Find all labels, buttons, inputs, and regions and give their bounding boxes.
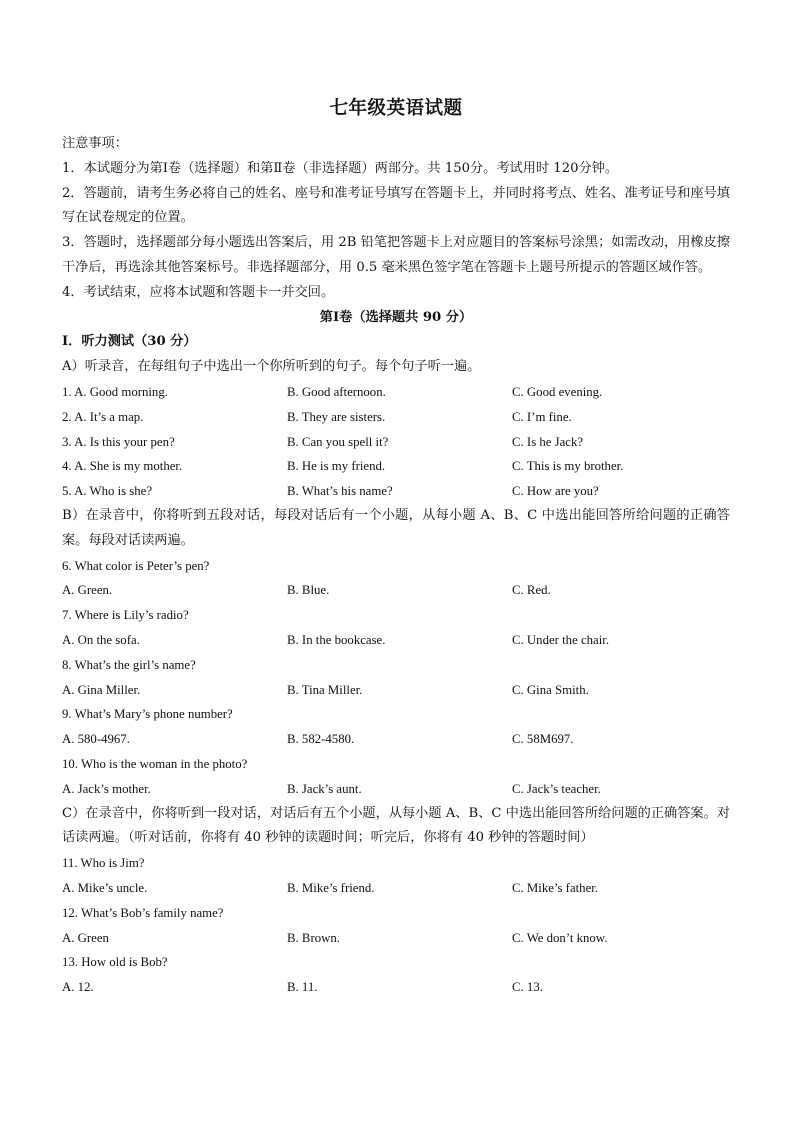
option-c: C. This is my brother. [512,459,624,474]
question-8: 8. What’s the girl’s name? [62,657,196,672]
option-a: A. Green. [62,583,113,598]
question-9: 9. What’s Mary’s phone number? [62,707,233,722]
question-11: 11. Who is Jim? [62,856,145,871]
option-b: B. What’s his name? [287,484,393,499]
option-b: B. Mike’s friend. [287,880,375,895]
option-b: B. In the bookcase. [287,632,386,647]
question-9-options [62,727,730,752]
option-b: B. They are sisters. [287,409,386,424]
question-row-5 [62,479,730,504]
option-c: C. Is he Jack? [512,434,584,449]
option-a: 3. A. Is this your pen? [62,434,175,449]
question-row-3 [62,430,730,455]
option-c: C. Gina Smith. [512,682,589,697]
question-row-1 [62,380,730,405]
note-item-1: 1．本试题分为第Ⅰ卷（选择题）和第Ⅱ卷（非选择题）两部分。共 150分。考试用时 120分钟。 [62,160,619,176]
question-13-options [62,975,730,1000]
option-a: A. On the sofa. [62,632,140,647]
question-10: 10. Who is the woman in the photo? [62,756,248,771]
question-11-options [62,876,730,901]
option-a: 1. A. Good morning. [62,384,168,399]
part-title: 第Ⅰ卷（选择题共 90 分） [319,309,473,325]
question-12: 12. What’s Bob’s family name? [62,905,224,920]
section-b-instruction: B）在录音中，你将听到五段对话，每段对话后有一个小题，从每小题 A、B、C 中选出能回答所给问题的正确答案。每段对话读两遍。 [62,507,730,548]
section-title: Ⅰ．听力测试（30 分） [62,334,197,350]
option-c: C. We don’t know. [512,930,608,945]
option-b: B. He is my friend. [287,459,386,474]
option-a: 2. A. It’s a map. [62,409,144,424]
notes-heading: 注意事项： [62,136,128,151]
option-c: C. 13. [512,980,543,995]
note-item-3: 3．答题时，选择题部分每小题选出答案后，用 2B 铅笔把答题卡上对应题目的答案标号涂黑；如需改动，用橡皮擦干净后，再选涂其他答案标号。非选择题部分，用 0.5 毫米黑色签字笔在答题卡上题号所提示的答题区域作答。 [62,235,730,275]
option-a: A. 12. [62,980,94,995]
option-b: B. Can you spell it? [287,434,389,449]
option-c: C. 58M697. [512,732,574,747]
option-a: 5. A. Who is she? [62,484,153,499]
note-item-2: 2．答题前，请考生务必将自己的姓名、座号和准考证号填写在答题卡上，并同时将考点、姓名、准考证号和座号填写在试卷规定的位置。 [62,185,730,226]
option-c: C. Good evening. [512,384,603,399]
question-row-4 [62,454,730,479]
option-a: A. Green [62,930,109,945]
option-b: B. Jack’s aunt. [287,781,362,796]
exam-title: 七年级英语试题 [329,98,463,119]
question-6-options [62,578,730,603]
option-b: B. 11. [287,980,318,995]
option-c: C. How are you? [512,484,599,499]
note-item-4: 4．考试结束，应将本试题和答题卡一并交回。 [62,284,335,300]
option-b: B. Tina Miller. [287,682,363,697]
question-row-2 [62,405,730,430]
option-c: C. Jack’s teacher. [512,781,601,796]
option-a: A. 580-4967. [62,732,130,747]
exam-content [62,96,730,1000]
option-b: B. 582-4580. [287,732,355,747]
question-7-options [62,628,730,653]
section-c-instruction: C）在录音中，你将听到一段对话，对话后有五个小题，从每小题 A、B、C 中选出能回答所给问题的正确答案。对话读两遍。（听对话前，你将有 40 秒钟的读题时间；听完后，你将有 40 秒钟的答题时间） [62,805,730,846]
option-b: B. Brown. [287,930,340,945]
option-a: A. Mike’s uncle. [62,880,148,895]
question-10-options [62,777,730,802]
section-a-instruction: A）听录音，在每组句子中选出一个你所听到的句子。每个句子听一遍。 [62,359,481,375]
question-13: 13. How old is Bob? [62,955,168,970]
option-c: C. Under the chair. [512,632,610,647]
option-c: C. Red. [512,583,551,598]
option-b: B. Blue. [287,583,330,598]
question-7: 7. Where is Lily’s radio? [62,608,189,623]
option-b: B. Good afternoon. [287,384,386,399]
question-6: 6. What color is Peter’s pen? [62,558,210,573]
option-a: A. Jack’s mother. [62,781,151,796]
option-a: A. Gina Miller. [62,682,141,697]
question-12-options [62,926,730,951]
question-8-options [62,678,730,703]
option-c: C. Mike’s father. [512,880,599,895]
option-a: 4. A. She is my mother. [62,459,183,474]
option-c: C. I’m fine. [512,409,572,424]
